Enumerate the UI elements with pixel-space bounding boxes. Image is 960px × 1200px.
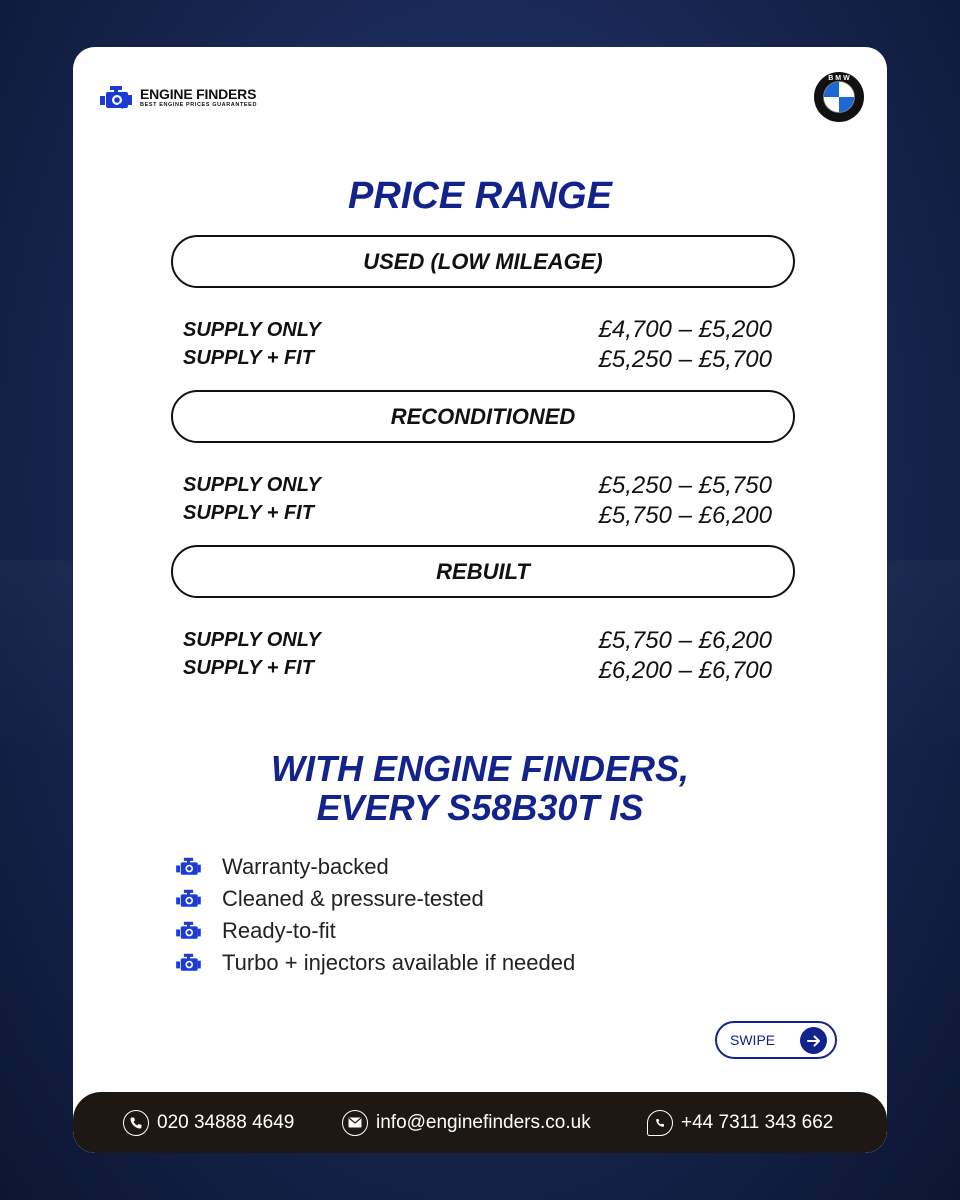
row-price: £6,200 – £6,700: [598, 657, 772, 684]
email-contact[interactable]: [342, 1092, 591, 1153]
feature-list: [175, 851, 575, 979]
price-card: [73, 47, 887, 1153]
cta-line-2: EVERY S58B30T IS: [316, 787, 644, 828]
swipe-label: SWIPE: [730, 1032, 776, 1048]
feature-text: Turbo + injectors available if needed: [222, 950, 576, 975]
row-label: SUPPLY + FIT: [183, 657, 314, 679]
brand-name: ENGINE FINDERS: [140, 86, 257, 103]
list-item: [175, 883, 575, 915]
section-labels-rebuilt: [183, 626, 321, 682]
list-item: [175, 947, 575, 979]
feature-text: Ready-to-fit: [222, 918, 336, 943]
row-label: SUPPLY + FIT: [183, 347, 314, 369]
arrow-right-icon: [800, 1027, 827, 1054]
phone-icon: [123, 1110, 149, 1136]
brand-tagline: BEST ENGINE PRICES GUARANTEED: [140, 102, 258, 109]
cta-line-1: WITH ENGINE FINDERS,: [270, 748, 689, 789]
row-label: SUPPLY ONLY: [183, 474, 321, 496]
bmw-logo: [813, 71, 865, 123]
engine-icon: [100, 85, 136, 111]
cta-heading: [73, 749, 887, 827]
row-price: £5,250 – £5,750: [598, 472, 772, 499]
whatsapp-contact[interactable]: [647, 1092, 833, 1153]
section-heading-rebuilt: REBUILT: [171, 545, 795, 598]
section-prices-rebuilt: [599, 626, 773, 686]
feature-text: Warranty-backed: [222, 854, 389, 879]
engine-icon: [175, 953, 207, 973]
whatsapp-number: +44 7311 343 662: [681, 1111, 834, 1133]
row-price: £5,250 – £5,700: [598, 346, 772, 373]
whatsapp-icon: [647, 1110, 673, 1136]
contact-footer: [73, 1092, 887, 1153]
row-price: £5,750 – £6,200: [598, 627, 772, 654]
section-heading-reconditioned: RECONDITIONED: [171, 390, 795, 443]
section-labels-reconditioned: [183, 471, 321, 527]
feature-text: Cleaned & pressure-tested: [222, 886, 484, 911]
row-label: SUPPLY + FIT: [183, 502, 314, 524]
row-price: £4,700 – £5,200: [598, 316, 772, 343]
phone-number: 020 34888 4649: [157, 1111, 295, 1133]
engine-icon: [175, 889, 207, 909]
mail-icon: [342, 1110, 368, 1136]
section-labels-used: [183, 316, 321, 372]
row-label: SUPPLY ONLY: [183, 629, 321, 651]
phone-contact[interactable]: [123, 1092, 294, 1153]
list-item: [175, 851, 575, 883]
section-prices-reconditioned: [599, 471, 773, 531]
page-title: PRICE RANGE: [348, 175, 612, 217]
engine-icon: [175, 857, 207, 877]
list-item: [175, 915, 575, 947]
bmw-lettering: B M W: [828, 75, 850, 82]
email-address: info@enginefinders.co.uk: [376, 1111, 591, 1133]
section-heading-used: USED (LOW MILEAGE): [171, 235, 795, 288]
engine-finders-logo[interactable]: [100, 85, 257, 111]
section-prices-used: [599, 315, 773, 375]
row-label: SUPPLY ONLY: [183, 319, 321, 341]
row-price: £5,750 – £6,200: [598, 502, 772, 529]
swipe-button[interactable]: [715, 1021, 837, 1059]
engine-icon: [175, 921, 207, 941]
